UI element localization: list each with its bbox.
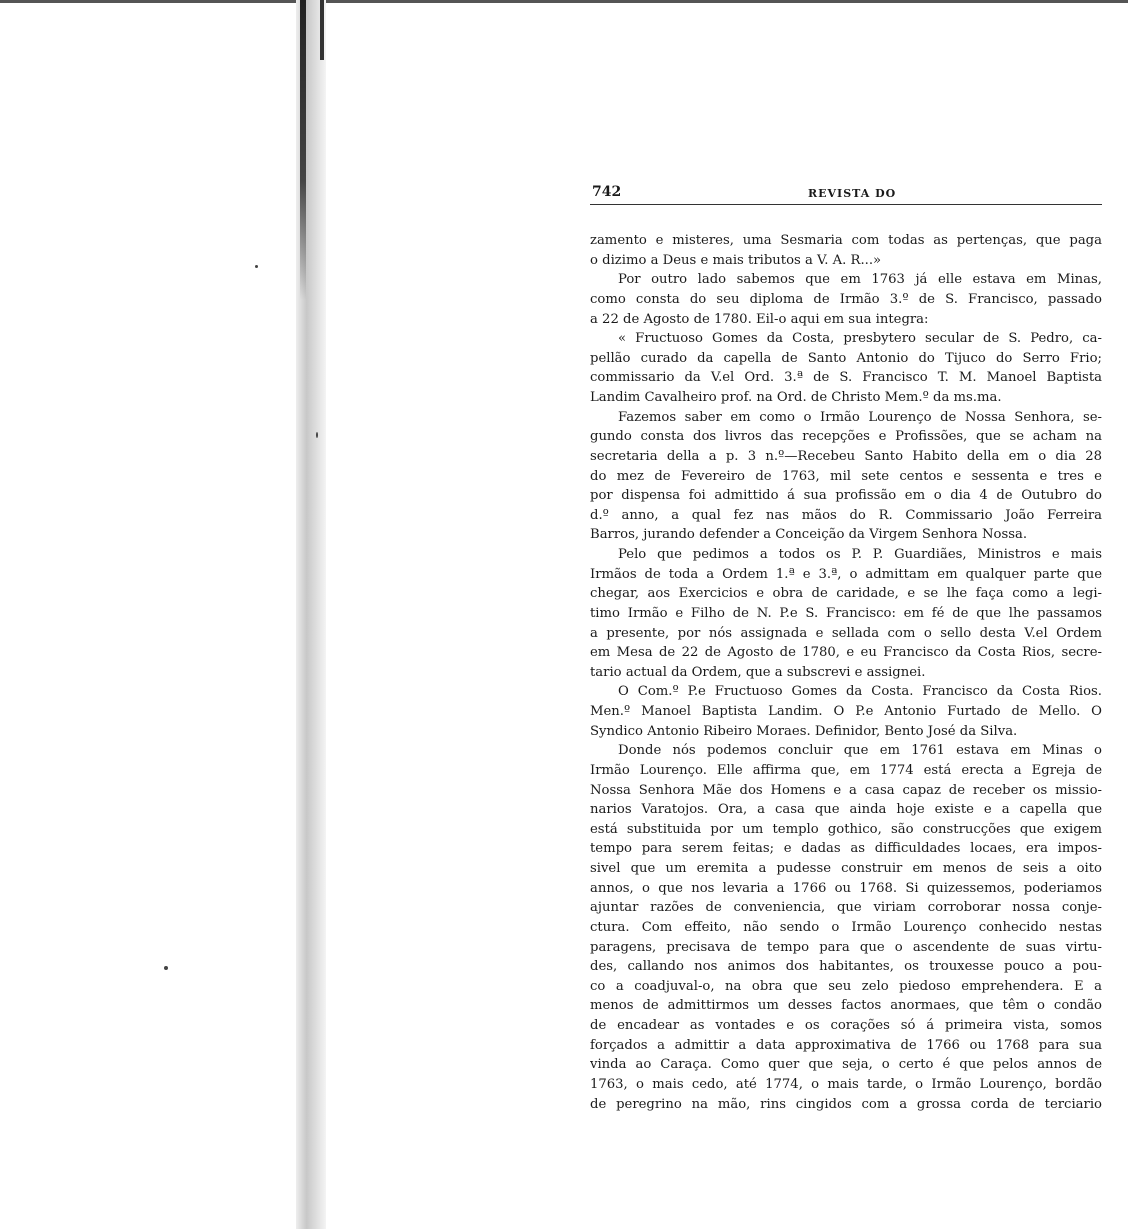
text-line: ctura. Com effeito, não sendo o Irmão Lourenço conhecido nestas (590, 919, 1102, 935)
book-gutter-dark-mark (320, 0, 324, 60)
text-line: Syndico Antonio Ribeiro Moraes. Definidor, Bento José da Silva. (590, 723, 1018, 739)
text-line: do mez de Fevereiro de 1763, mil sete centos e sessenta e tres e (590, 468, 1102, 484)
text-line: d.º anno, a qual fez nas mãos do R. Commissario João Ferreira (590, 507, 1102, 523)
text-line: em Mesa de 22 de Agosto de 1780, e eu Francisco da Costa Rios, secre- (590, 645, 1102, 661)
text-line: Barros, jurando defender a Conceição da Virgem Senhora Nossa. (590, 527, 1028, 543)
text-line: timo Irmão e Filho de N. P.e S. Francisco: em fé de que lhe passamos (590, 605, 1102, 621)
scan-speck (316, 432, 318, 438)
text-line: ajuntar razões de conveniencia, que viriam corroborar nossa conje- (590, 900, 1102, 916)
text-line: 1763, o mais cedo, até 1774, o mais tarde, o Irmão Lourenço, bordão (590, 1076, 1102, 1092)
text-line: co a coadjuval-o, na obra que seu zelo piedoso emprehendera. E a (590, 978, 1102, 994)
book-gutter-dark (300, 0, 306, 300)
text-line: Pelo que pedimos a todos os P. P. Guardiães, Ministros e mais (618, 547, 1102, 562)
text-line: zamento e misteres, uma Sesmaria com todas as pertenças, que paga (590, 233, 1102, 248)
text-line: menos de admittirmos um desses factos anormaes, que têm o condão (590, 998, 1102, 1014)
text-line: tario actual da Ordem, que a subscrevi e assignei. (590, 664, 926, 680)
text-line: annos, o que nos levaria a 1766 ou 1768. Si quizessemos, poderiamos (590, 880, 1102, 896)
text-line: a 22 de Agosto de 1780. Eil-o aqui em sua integra: (590, 311, 929, 327)
book-page (590, 180, 1102, 1114)
text-line: Men.º Manoel Baptista Landim. O P.e Antonio Furtado de Mello. O (590, 704, 1102, 719)
text-line: de encadear as vontades e os corações só á primeira vista, somos (590, 1018, 1102, 1033)
text-line: narios Varatojos. Ora, a casa que ainda hoje existe e a capella que (590, 802, 1102, 818)
scan-speck (164, 966, 168, 970)
scan-speck (255, 265, 258, 268)
text-line: sivel que um eremita a pudesse construir em menos de seis a oito (590, 861, 1102, 876)
text-line: paragens, precisava de tempo para que o ascendente de suas virtu- (590, 939, 1102, 955)
text-line: Fazemos saber em como o Irmão Lourenço de Nossa Senhora, se- (618, 409, 1102, 425)
text-line: forçados a admittir a data approximativa de 1766 ou 1768 para sua (590, 1037, 1102, 1053)
text-line: « Fructuoso Gomes da Costa, presbytero secular de S. Pedro, ca- (618, 331, 1102, 347)
text-line: commissario da V.el Ord. 3.ª de S. Francisco T. M. Manoel Baptista (590, 370, 1102, 386)
text-line: Por outro lado sabemos que em 1763 já elle estava em Minas, (618, 272, 1102, 288)
running-head: REVISTA DO (808, 187, 897, 200)
text-line: Irmãos de toda a Ordem 1.ª e 3.ª, o admittam em qualquer parte que (590, 566, 1102, 582)
text-line: vinda ao Caraça. Como quer que seja, o certo é que pelos annos de (590, 1057, 1102, 1073)
text-line: pellão curado da capella de Santo Antonio do Tijuco do Serro Frio; (590, 350, 1102, 366)
text-line: tempo para serem feitas; e dadas as difficuldades locaes, era impos- (590, 841, 1102, 857)
text-line: por dispensa foi admittido á sua profissão em o dia 4 de Outubro do (590, 488, 1102, 504)
text-line: Nossa Senhora Mãe dos Homens e a casa capaz de receber os missio- (590, 782, 1102, 798)
text-line: a presente, por nós assignada e sellada com o sello desta V.el Ordem (590, 625, 1102, 641)
text-line: Landim Cavalheiro prof. na Ord. de Christo Mem.º da ms.ma. (590, 390, 1002, 405)
text-line: está substituida por um templo gothico, são construcções que exigem (590, 821, 1102, 837)
text-line: gundo consta dos livros das recepções e Profissões, que se acham na (590, 429, 1102, 445)
text-line: Irmão Lourenço. Elle affirma que, em 1774 está erecta a Egreja de (590, 762, 1102, 778)
page-header (590, 180, 1102, 205)
text-line: como consta do seu diploma de Irmão 3.º de S. Francisco, passado (590, 291, 1102, 307)
text-line: o dizimo a Deus e mais tributos a V. A. R...» (590, 252, 882, 268)
text-line: O Com.º P.e Fructuoso Gomes da Costa. Francisco da Costa Rios. (618, 684, 1102, 700)
text-line: des, callando nos animos dos habitantes, os trouxesse pouco a pou- (590, 959, 1102, 975)
text-line: chegar, aos Exercicios e obra de caridade, e se lhe faça como a legi- (590, 586, 1102, 602)
body-text (590, 231, 1102, 1114)
text-line: Donde nós podemos concluir que em 1761 estava em Minas o (618, 743, 1102, 759)
scan-top-edge (0, 0, 1128, 3)
text-line: secretaria della a p. 3 n.º—Recebeu Santo Habito della em o dia 28 (590, 448, 1102, 464)
page-number: 742 (592, 184, 622, 200)
text-line: de peregrino na mão, rins cingidos com a grossa corda de terciario (590, 1096, 1102, 1112)
